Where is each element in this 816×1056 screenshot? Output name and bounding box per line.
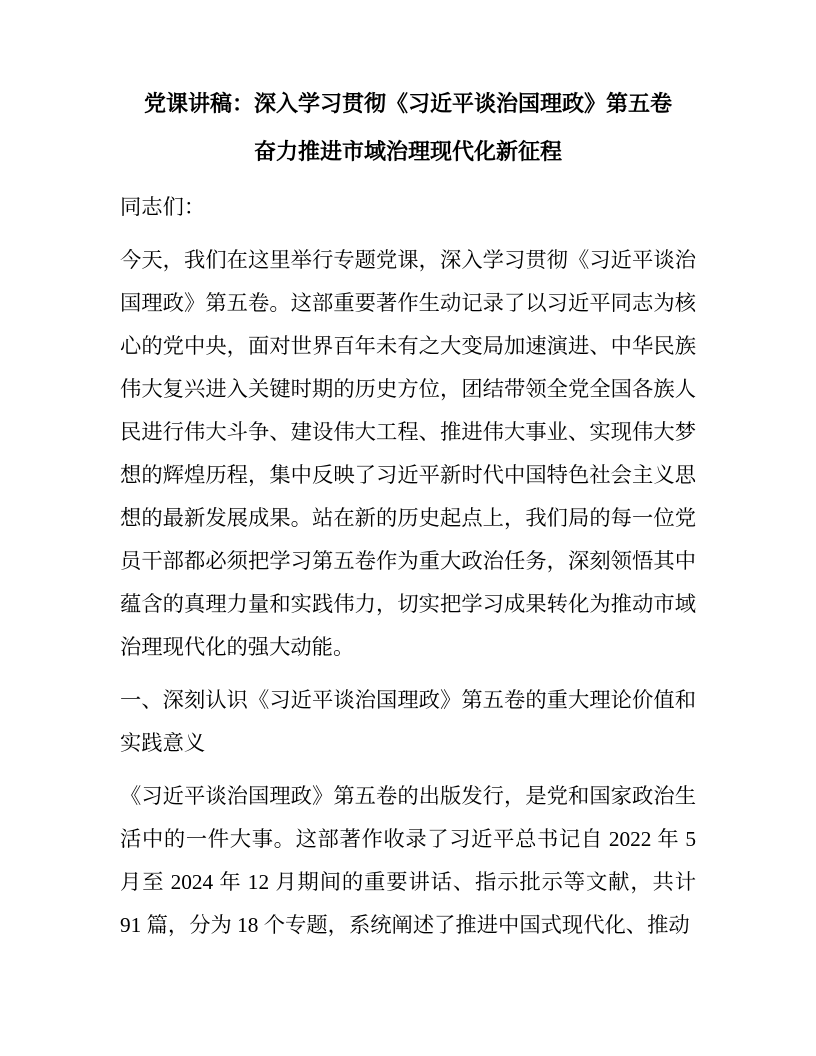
salutation: 同志们： xyxy=(120,195,206,219)
title-line-2: 奋力推进市域治理现代化新征程 xyxy=(253,139,562,164)
title-line-1: 党课讲稿：深入学习贯彻《习近平谈治国理政》第五卷 xyxy=(143,91,672,116)
section-heading-1: 一、深刻认识《习近平谈治国理政》第五卷的重大理论价值和实践意义 xyxy=(120,688,696,755)
paragraph-2: 《习近平谈治国理政》第五卷的出版发行，是党和国家政治生活中的一件大事。这部著作收录了习近平总书记自 2022 年 5 月至 2024 年 12 月期间的重要讲话、指示批示等文献，共计 91 篇，分为 18 个专题，系统阐述了推进中国式现代化、推动 xyxy=(120,784,696,937)
paragraph-1: 今天，我们在这里举行专题党课，深入学习贯彻《习近平谈治国理政》第五卷。这部重要著作生动记录了以习近平同志为核心的党中央，面对世界百年未有之大变局加速演进、中华民族伟大复兴进入关键时期的历史方位，团结带领全党全国各族人民进行伟大斗争、建设伟大工程、推进伟大事业、实现伟大梦想的辉煌历程，集中反映了习近平新时代中国特色社会主义思想的最新发展成果。站在新的历史起点上，我们局的每一位党员干部都必须把学习第五卷作为重大政治任务，深刻领悟其中蕴含的真理力量和实践伟力，切实把学习成果转化为推动市域治理现代化的强大动能。 xyxy=(120,248,696,659)
document-title xyxy=(120,80,696,176)
